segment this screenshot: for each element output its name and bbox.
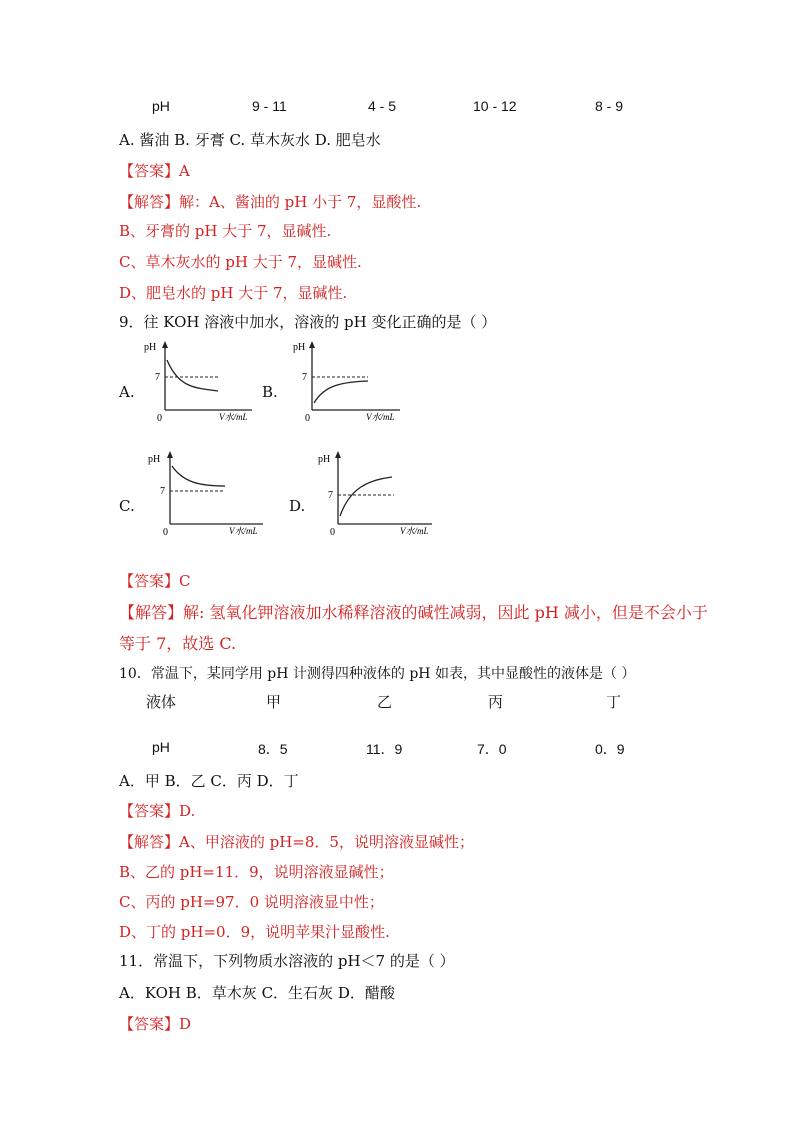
axis-label-7: 7 [160, 486, 165, 497]
q9-option-label-b: B. [262, 383, 278, 401]
q9-option-label-c: C. [119, 497, 135, 515]
solution-text: A、甲溶液的 pH=8．5，说明溶液显碱性； [179, 833, 474, 851]
answer-tag: 【答案】 [119, 572, 180, 590]
axis-label-origin: 0 [305, 413, 310, 424]
q10-row-cell: 7．0 [477, 741, 507, 757]
q11-stem: 11．常温下，下列物质水溶液的 pH＜7 的是（ ） [119, 952, 455, 970]
table1-row [0, 98, 800, 118]
q10-solution-line-2: B、乙的 pH=11．9，说明溶液显碱性； [119, 863, 394, 881]
axis-label-y: pH [148, 454, 161, 465]
axis-label-origin: 0 [157, 413, 162, 424]
q10-row-cell: 0．9 [595, 741, 625, 757]
axis-label-7: 7 [302, 372, 307, 383]
axis-label-y: pH [144, 342, 157, 353]
q10-row-cell: pH [152, 739, 170, 755]
axis-label-y: pH [318, 454, 331, 465]
q9-solution-line-2: 等于 7，故选 C. [119, 634, 237, 653]
solution-text: 解：A、酱油的 pH 小于 7，显酸性. [179, 193, 422, 211]
axis-label-x: V水/mL [366, 412, 395, 422]
q10-header-cell: 丙 [488, 693, 504, 711]
solution-tag: 【解答】 [119, 603, 184, 622]
table1-cell-4: 8 - 9 [595, 98, 624, 114]
axis-label-x: V水/mL [219, 412, 248, 422]
answer-value: A [179, 162, 190, 180]
solution-tag: 【解答】 [119, 193, 180, 211]
q10-header-cell: 丁 [606, 693, 622, 711]
axis-label-x: V水/mL [400, 526, 429, 536]
solution-tag: 【解答】 [119, 833, 180, 851]
q11-answer [119, 1013, 191, 1034]
q10-header-cell: 液体 [146, 693, 177, 711]
q10-options: A．甲 B．乙 C．丙 D．丁 [119, 772, 299, 790]
q8-solution-line-2: B、牙膏的 pH 大于 7，显碱性. [119, 222, 332, 240]
q10-table-row [0, 739, 800, 759]
q8-options: A. 酱油 B. 牙膏 C. 草木灰水 D. 肥皂水 [119, 131, 381, 149]
q8-solution-line-4: D、肥皂水的 pH 大于 7，显碱性. [119, 284, 348, 302]
q9-graph-b [290, 338, 410, 426]
table1-cell-2: 4 - 5 [368, 98, 397, 114]
q10-header-cell: 甲 [266, 693, 282, 711]
q8-solution-line-1 [119, 191, 421, 212]
q8-solution-line-3: C、草木灰水的 pH 大于 7，显碱性. [119, 253, 362, 271]
q10-solution-line-1 [119, 831, 474, 852]
axis-label-7: 7 [328, 490, 333, 501]
q10-stem: 10．常温下，某同学用 pH 计测得四种液体的 pH 如表，其中显酸性的液体是（ ） [119, 666, 636, 682]
q10-table-header [0, 691, 800, 713]
answer-value: C [179, 572, 191, 590]
q9-graph-a [140, 338, 260, 426]
axis-label-origin: 0 [330, 527, 335, 538]
q9-graph-c [145, 448, 275, 540]
q10-solution-line-4: D、丁的 pH=0．9，说明苹果汁显酸性. [119, 923, 390, 941]
answer-tag: 【答案】 [119, 162, 180, 180]
q9-graph-d [312, 448, 442, 540]
q10-answer [119, 800, 195, 821]
q9-solution-line-1 [119, 600, 708, 623]
table1-cell-1: 9 - 11 [252, 98, 287, 114]
answer-tag: 【答案】 [119, 802, 180, 820]
q10-solution-line-3: C、丙的 pH=97．0 说明溶液显中性； [119, 893, 384, 911]
q8-answer [119, 160, 190, 181]
q9-option-label-d: D. [289, 497, 306, 515]
q9-answer [119, 570, 191, 591]
axis-label-x: V水/mL [229, 526, 258, 536]
answer-value: D [179, 1015, 192, 1033]
axis-label-origin: 0 [163, 527, 168, 538]
answer-tag: 【答案】 [119, 1015, 180, 1033]
q10-header-cell: 乙 [377, 693, 393, 711]
q11-options: A．KOH B．草木灰 C．生石灰 D．醋酸 [119, 984, 395, 1002]
axis-label-7: 7 [155, 372, 160, 383]
answer-value: D. [179, 802, 196, 820]
solution-text: 解: 氢氧化钾溶液加水稀释溶液的碱性减弱，因此 pH 减小，但是不会小于 [183, 603, 708, 622]
q10-row-cell: 8．5 [258, 741, 288, 757]
axis-label-y: pH [293, 342, 306, 353]
table1-cell-3: 10 - 12 [473, 98, 517, 114]
q9-option-label-a: A. [119, 383, 135, 401]
q9-stem: 9．往 KOH 溶液中加水，溶液的 pH 变化正确的是（ ） [119, 313, 497, 331]
table1-row-header: pH [152, 98, 170, 114]
q10-row-cell: 11．9 [366, 741, 403, 757]
